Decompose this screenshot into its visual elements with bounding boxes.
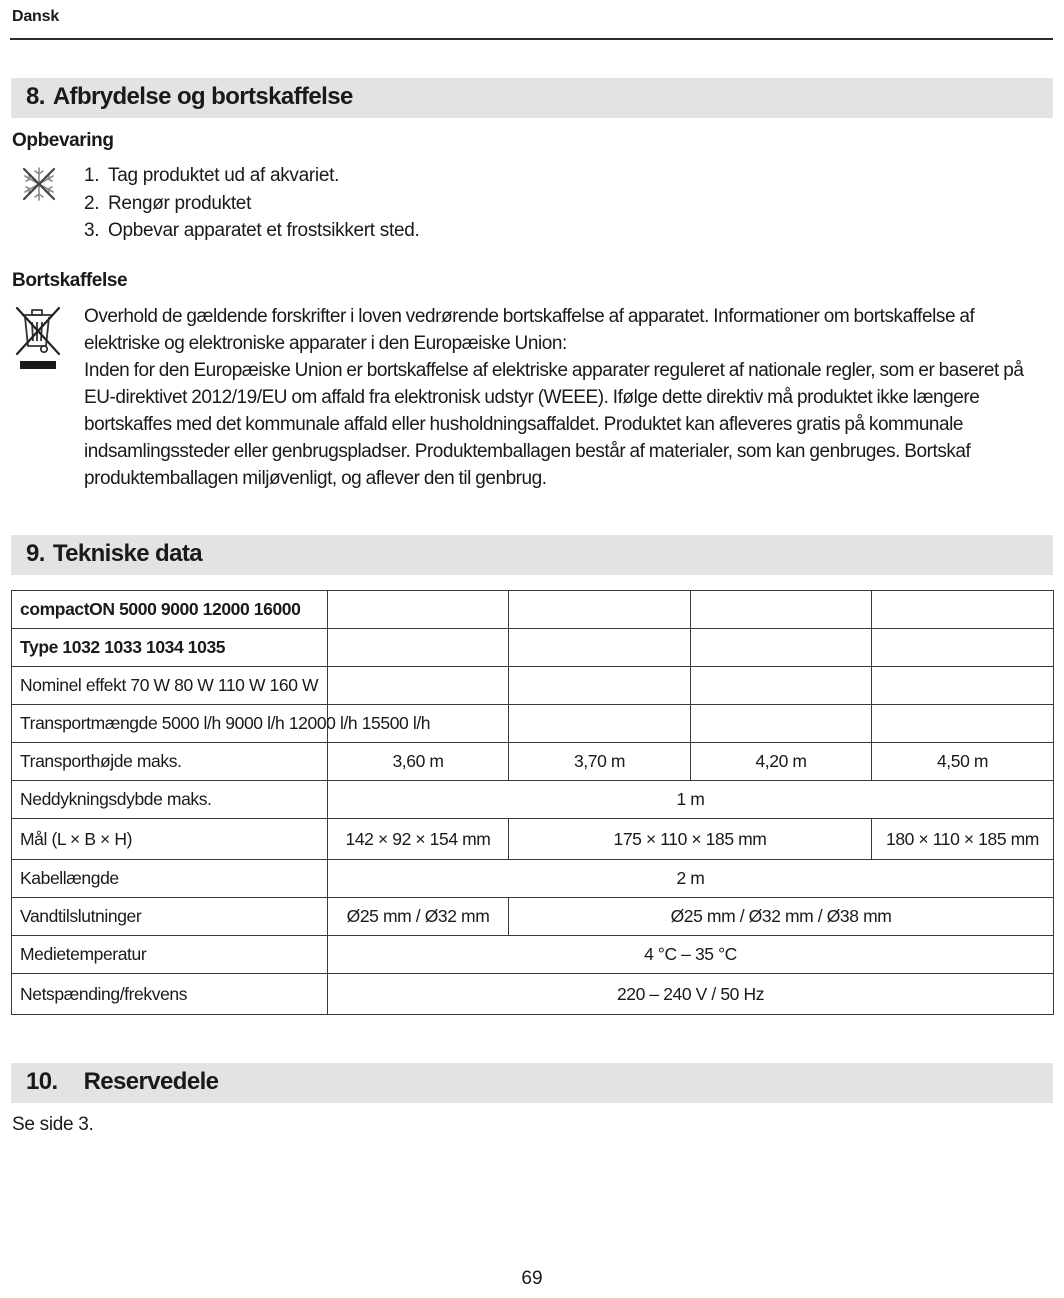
table-cell-label: Vandtilslutninger [12, 898, 328, 936]
section-10-title-text: Reservedele [83, 1068, 219, 1095]
frost-free-icon [20, 164, 58, 204]
weee-crossed-bin-icon [14, 304, 64, 374]
section-10-number: 10. [26, 1068, 58, 1095]
section-8-heading-bar [11, 78, 1053, 118]
section-8-number: 8. [26, 83, 45, 110]
list-item: 1. Tag produktet ud af akvariet. [84, 165, 340, 186]
table-cell [872, 629, 1054, 667]
section-9-heading-bar [11, 535, 1053, 575]
table-cell: 1 m [328, 781, 1054, 819]
table-cell [872, 667, 1054, 705]
header-divider [10, 38, 1053, 40]
table-cell [509, 591, 691, 629]
table-cell: 175 × 110 × 185 mm [509, 819, 872, 860]
section-8-title [26, 83, 353, 111]
table-cell-label: Medietemperatur [12, 936, 328, 974]
table-cell [328, 629, 509, 667]
table-cell [509, 705, 691, 743]
table-row [12, 898, 1054, 936]
table-cell [691, 667, 872, 705]
page-number: 69 [521, 1268, 543, 1289]
table-row [12, 705, 1054, 743]
table-cell: 142 × 92 × 154 mm [328, 819, 509, 860]
table-row [12, 936, 1054, 974]
table-cell [872, 591, 1054, 629]
table-cell [691, 705, 872, 743]
table-row [12, 591, 1054, 629]
table-cell: 180 × 110 × 185 mm [872, 819, 1054, 860]
table-row [12, 667, 1054, 705]
disposal-paragraph-2: Inden for den Europæiske Union er bortskaffelse af elektriske apparater reguleret af nationale regler, som er baseret på EU-direktivet 2012/19/EU om affald fra elektronisk udstyr (WEEE). Ifølge dette direktiv må produktet ikke længere bortskaffes med det kommunale affald eller husholdningsaffaldet. Produktet kan afleveres gratis på kommunale indsamlingssteder eller genbrugspladser. Produktemballagen består af materialer, som kan genbruges. Bortskaf produktemballagen miljøvenligt, og aflever den til genbrug. [84, 360, 1024, 489]
table-cell-label: Transportmængde 5000 l/h 9000 l/h 12000 l/h 15500 l/h [12, 705, 328, 743]
spare-parts-text: Se side 3. [12, 1114, 94, 1135]
table-row [12, 819, 1054, 860]
table-cell [328, 667, 509, 705]
table-cell: 4,50 m [872, 743, 1054, 781]
table-cell: 2 m [328, 860, 1054, 898]
table-cell-label: Transporthøjde maks. [12, 743, 328, 781]
table-row [12, 743, 1054, 781]
technical-data-table [11, 590, 1054, 1015]
storage-steps-list [84, 162, 419, 245]
table-cell-label: Mål (L × B × H) [12, 819, 328, 860]
table-row [12, 629, 1054, 667]
table-cell [509, 629, 691, 667]
section-9-title-text: Tekniske data [52, 540, 202, 567]
table-cell [691, 591, 872, 629]
table-row [12, 781, 1054, 819]
table-cell [691, 629, 872, 667]
storage-heading: Opbevaring [12, 130, 114, 151]
table-row [12, 860, 1054, 898]
section-8-title-text: Afbrydelse og bortskaffelse [52, 83, 353, 110]
table-cell-label: Kabellængde [12, 860, 328, 898]
section-9-title [26, 540, 202, 568]
table-cell: 3,70 m [509, 743, 691, 781]
section-10-heading-bar [11, 1063, 1053, 1103]
table-cell-label: Type 1032 1033 1034 1035 [12, 629, 328, 667]
disposal-paragraph-1: Overhold de gældende forskrifter i loven vedrørende bortskaffelse af apparatet. Informationer om bortskaffelse af elektriske og elektroniske apparater i den Europæiske Union: [84, 306, 975, 354]
table-row [12, 974, 1054, 1015]
table-cell-label: Neddykningsdybde maks. [12, 781, 328, 819]
table-cell [328, 591, 509, 629]
table-cell: 4 °C – 35 °C [328, 936, 1054, 974]
section-9-number: 9. [26, 540, 45, 567]
table-cell [872, 705, 1054, 743]
list-item: 2. Rengør produktet [84, 192, 252, 214]
table-cell-label: Nominel effekt 70 W 80 W 110 W 160 W [12, 667, 328, 705]
table-cell: 220 – 240 V / 50 Hz [328, 974, 1054, 1015]
section-10-title [26, 1068, 218, 1096]
disposal-heading: Bortskaffelse [12, 270, 128, 291]
table-cell: 3,60 m [328, 743, 509, 781]
table-cell [509, 667, 691, 705]
table-cell: 4,20 m [691, 743, 872, 781]
table-cell: Ø25 mm / Ø32 mm / Ø38 mm [509, 898, 1054, 936]
table-cell: Ø25 mm / Ø32 mm [328, 898, 509, 936]
table-cell-label: compactON 5000 9000 12000 16000 [12, 591, 328, 629]
list-item: 3. Opbevar apparatet et frostsikkert sted. [84, 220, 420, 241]
table-cell-label: Netspænding/frekvens [12, 974, 328, 1015]
language-label: Dansk [12, 8, 60, 25]
